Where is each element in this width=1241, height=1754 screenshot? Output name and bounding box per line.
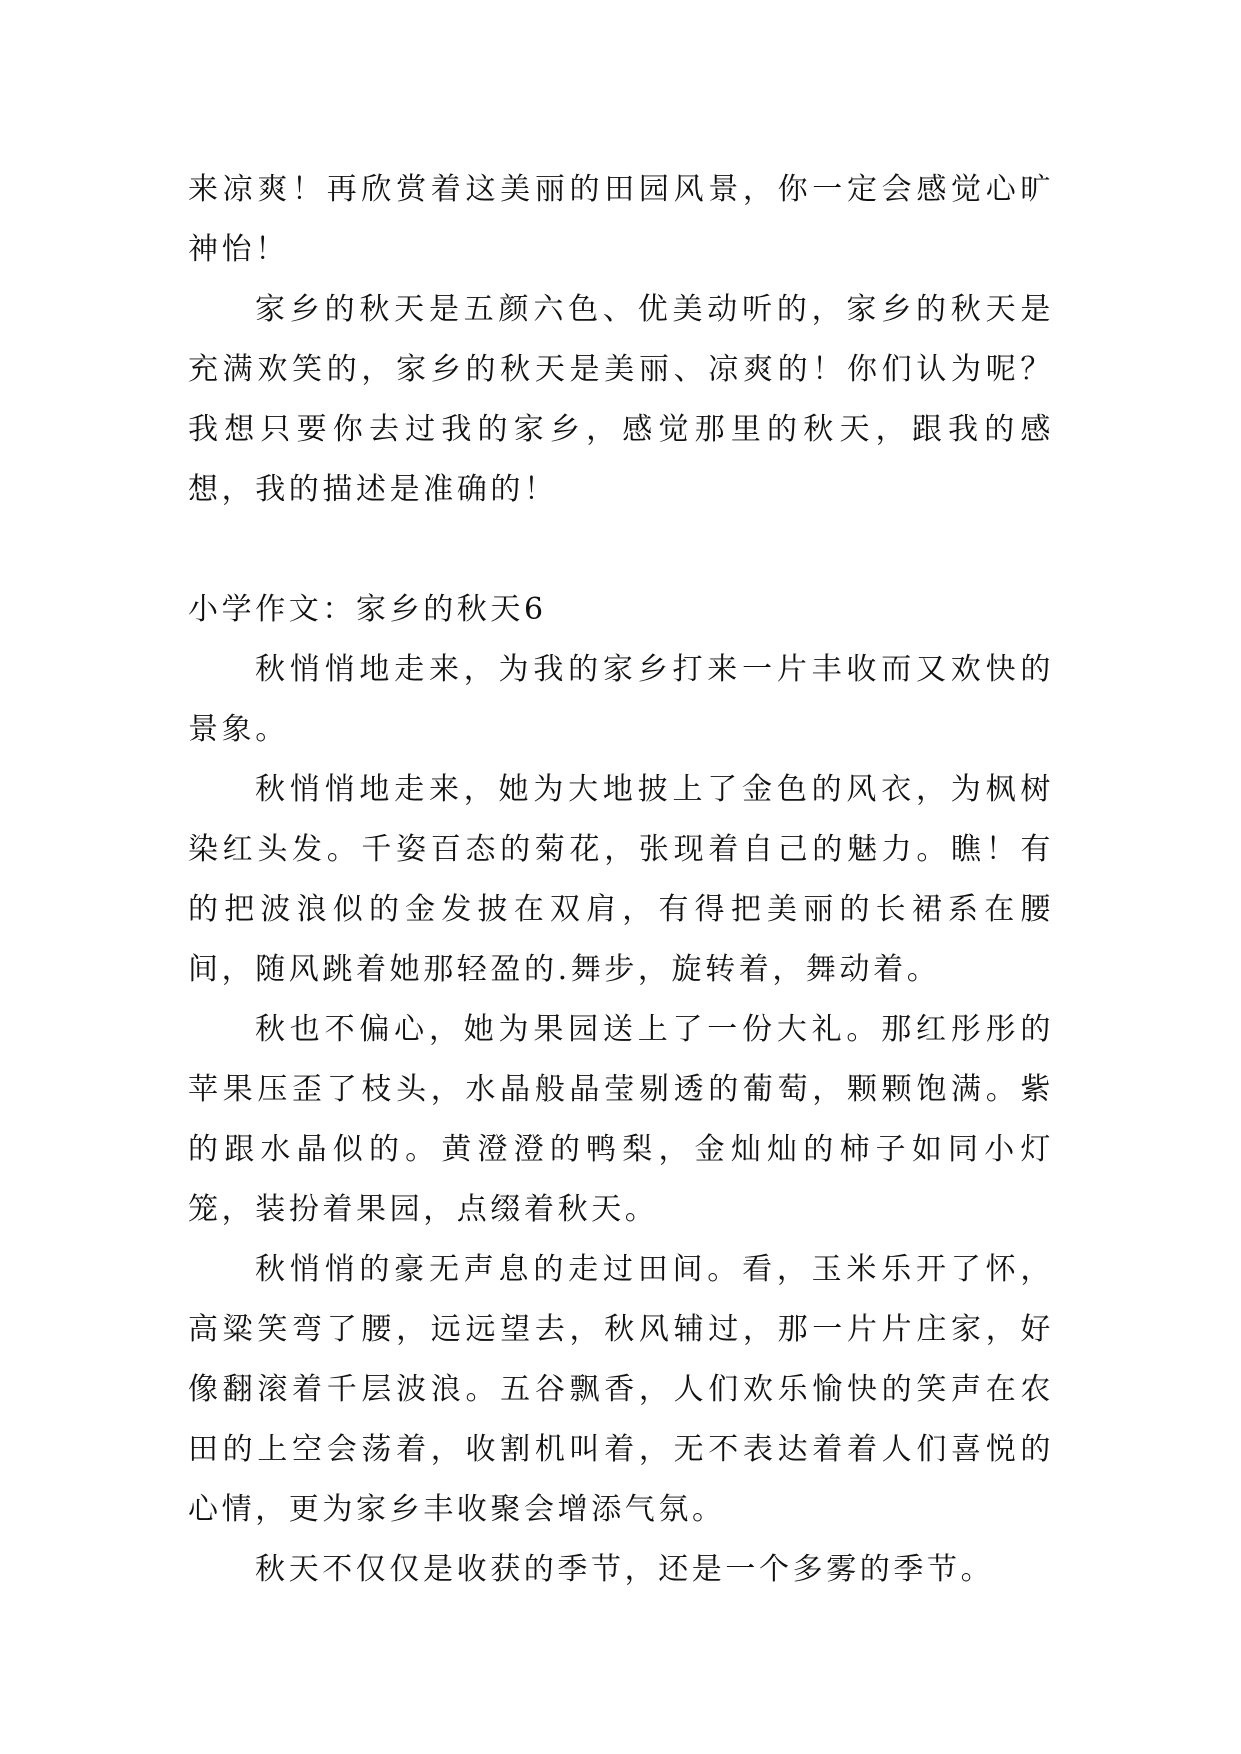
paragraph-continuation: 来凉爽！再欣赏着这美丽的田园风景，你一定会感觉心旷神怡！ xyxy=(188,172,1054,267)
paragraph-fog: 秋天不仅仅是收获的季节，还是一个多雾的季节。 xyxy=(255,1552,995,1587)
paragraph-flowers: 秋悄悄地走来，她为大地披上了金色的风衣，为枫树染红头发。千姿百态的菊花，张现着自己的魅力。瞧！有的把波浪似的金发披在双肩，有得把美丽的长裙系在腰间，随风跳着她那轻盈的.舞步，旋转着，舞动着。 xyxy=(188,772,1054,987)
section-title: 小学作文：家乡的秋天6 xyxy=(188,592,547,627)
paragraph-intro: 秋悄悄地走来，为我的家乡打来一片丰收而又欢快的景象。 xyxy=(188,652,1054,747)
paragraph-orchard: 秋也不偏心，她为果园送上了一份大礼。那红彤彤的苹果压歪了枝头，水晶般晶莹剔透的葡萄，颗颗饱满。紫的跟水晶似的。黄澄澄的鸭梨，金灿灿的柿子如同小灯笼，装扮着果园，点缀着秋天。 xyxy=(188,1012,1054,1227)
paragraph-conclusion: 家乡的秋天是五颜六色、优美动听的，家乡的秋天是充满欢笑的，家乡的秋天是美丽、凉爽的！你们认为呢？我想只要你去过我的家乡，感觉那里的秋天，跟我的感想，我的描述是准确的！ xyxy=(188,292,1054,507)
document-body xyxy=(188,160,1054,1600)
paragraph-fields: 秋悄悄的豪无声息的走过田间。看，玉米乐开了怀，高粱笑弯了腰，远远望去，秋风辅过，那一片片庄家，好像翻滚着千层波浪。五谷飘香，人们欢乐愉快的笑声在农田的上空会荡着，收割机叫着，无不表达着着人们喜悦的心情，更为家乡丰收聚会增添气氛。 xyxy=(188,1252,1054,1527)
